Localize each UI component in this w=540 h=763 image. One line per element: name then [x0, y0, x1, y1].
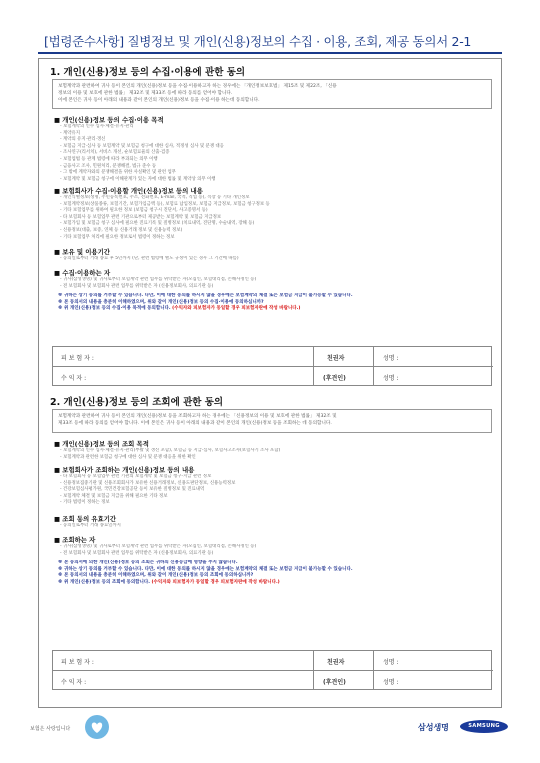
section1-collect-list: [60, 195, 496, 241]
section2-purpose-heading: ■ 개인(신용)정보 등의 조회 목적: [54, 439, 149, 448]
section2-period-heading: ■ 조회 동의 유효기간: [54, 514, 116, 523]
notice-line: ※ 위 개인(신용)정보 등의 수집·이용 목적에 동의합니다. (수익자와 피보험자가 동일할 경우 피보험자란에 작성 바랍니다.): [58, 306, 301, 312]
beneficiary-label: 수 익 자 :: [61, 679, 87, 686]
notice-line: ※ 본 동의서의 내용을 충분히 이해하였으며, 위와 같이 개인(신용)정보 등의 수집·이용에 동의하십니까?: [58, 299, 264, 305]
notice-line: ※ 귀하는 상기 동의를 거부할 수 있습니다. 다만, 이에 대한 동의를 하시지 않을 경우에는 보험계약의 체결 또는 보험금 지급이 불가능할 수 있습니다.: [58, 293, 353, 298]
list-item: - 보험업법 등 관계 법령에 따라 부과되는 의무 이행: [60, 156, 158, 162]
list-item: - 보험가입 및 보험금 청구 심사에 필요한 진료기록 및 질병정보 (치료내역, 진단명, 수술내역, 장해 등): [60, 221, 255, 227]
list-item: - 보험계약의 인수 심사·체결·유지·관리(부활 및 갱신 포함), 보험금 등 지급·심사, 보험사고조사(보험사기 조사 포함): [60, 448, 281, 453]
list-item: - 조사연구(리서치), 서비스 개선, 순보험료율의 산출·검증: [60, 150, 170, 156]
list-item: - 타 보험회사 등 보험업무 관련 기관의 보험계약 및 보험금 청구·지급 관련 정보: [60, 474, 212, 479]
section2-recipient-list: [60, 544, 496, 557]
list-item: - 보험계약 체결 및 보험금 지급을 위해 필요한 기타 정보: [60, 493, 168, 499]
notice-line: ※ 귀하는 상기 동의를 거부할 수 있습니다. 다만, 이에 대한 동의를 하시지 않을 경우에는 보험계약의 체결 또는 보험금 지급이 불가능할 수 있습니다.: [58, 566, 353, 572]
list-item: - 금융사고 조사, 민원처리, 분쟁해결, 법규 준수 등: [60, 163, 157, 169]
document-title: [법령준수사항] 질병정보 및 개인(신용)정보의 수집 · 이용, 조회, 제공 동의서 2-1: [44, 34, 472, 49]
notice-line: ※ 본 동의서에 의한 개인(신용)정보 등의 조회는 귀하의 신용등급에 영향을 주지 않습니다.: [58, 560, 238, 565]
list-item: - 개인식별정보(성명, 주민등록번호, 주소, 전화번호, E-mail, 국적, 직업 등), 직장 등 기타 개인정보: [60, 195, 250, 200]
list-item: - 기타 법령이 정하는 정보: [60, 500, 110, 506]
list-item: - 신용정보집중기관 및 신용조회회사가 보유한 신용거래정보, 신용도판단정보, 신용능력정보: [60, 480, 236, 486]
list-item: - 귀사(삼성생명) 및 귀사로부터 보험계약 관련 업무를 위탁받은 자(모집인, 보험대리점, 손해사정인 등): [60, 277, 257, 282]
notice-line: ※ 위 개인(신용)정보 등의 조회에 동의합니다. (수익자와 피보험자가 동일할 경우 피보험자란에 작성 바랍니다.): [58, 580, 280, 586]
footer-slogan: 보험은 사랑입니다: [30, 726, 71, 732]
title-divider: [38, 52, 502, 54]
list-item: - 전 보험회사 및 보험회사 관련 업무를 위탁받은 자 (신용정보회사, 의료기관 등): [60, 283, 214, 289]
section2-collect-heading: ■ 보험회사가 조회하는 개인(신용)정보 등의 내용: [54, 465, 194, 474]
section2-purpose-list: [60, 448, 496, 461]
guardian-label: 친권자: [327, 355, 345, 362]
list-item: - 보험계약의 인수 심사·체결·유지·관리: [60, 124, 134, 129]
section1-recipient-heading: ■ 수집·이용하는 자: [54, 268, 110, 277]
list-item: - 보험계약 및 보험금 청구에 이해관계가 있는 자에 대한 법률 및 계약상 의무 이행: [60, 176, 216, 182]
list-item: - 건강보험심사평가원, 국민건강보험공단 등이 보유한 질병정보 및 진료내역: [60, 487, 205, 493]
intro-line: 제33조 등에 따라 동의를 얻어야 합니다. 이에 본인은 귀사 등이 아래의 내용과 같이 본인의 개인(신용)정보 등을 조회하는 데 동의합니다.: [58, 421, 332, 426]
insured-label: 피 보 험 자 :: [61, 355, 94, 362]
list-item: - 신용정보(대출, 보증, 연체 등 신용거래 정보 및 신용능력 정보): [60, 227, 183, 233]
guardian-name1[interactable]: 성명 :: [383, 355, 399, 362]
guardian-name1[interactable]: 성명 :: [383, 659, 399, 666]
section2-heading: 2. 개인(신용)정보 등의 조회에 관한 동의: [50, 397, 224, 408]
section1-collect-heading: ■ 보험회사가 수집·이용할 개인(신용)정보 등의 내용: [54, 186, 203, 195]
section1-period-heading: ■ 보유 및 이용기간: [54, 247, 110, 256]
section2-intro: [52, 409, 492, 433]
guardian-sub-label: (후견인): [323, 375, 346, 382]
intro-line: 정보의 이용 및 보호에 관한 법률」 제32조 및 제33조 등에 따라 동의를 얻어야 합니다.: [58, 91, 233, 96]
section2-collect-list: [60, 474, 496, 507]
intro-line: 보험계약과 관련하여 귀사 등이 본인의 개인(신용)정보 등을 조회하고자 하는 경우에는 「신용정보의 이용 및 보호에 관한 법률」 제32조 및: [58, 414, 337, 419]
guardian-label: 친권자: [327, 659, 345, 666]
section2-signature-table: [52, 650, 492, 690]
section1-purpose-list: [60, 124, 496, 183]
guardian-name2[interactable]: 성명 :: [383, 375, 399, 382]
section2-period-text: - 동의일로부터 거래 종료일까지: [60, 523, 121, 528]
section1-signature-table: [52, 346, 492, 386]
beneficiary-label: 수 익 자 :: [61, 375, 87, 382]
section1-notices: [58, 293, 494, 313]
list-item: - 보험금 지급·심사 등 보험계약 및 보험금 청구에 대한 심사, 적정성 심사 및 분쟁 대응: [60, 143, 224, 149]
list-item: - 귀사(삼성생명) 및 귀사로부터 보험계약 관련 업무를 위탁받은 자(모집인, 보험대리점, 손해사정인 등): [60, 544, 257, 549]
section1-intro: [52, 79, 492, 109]
list-item: - 기타 보험업무 처리에 필요한 정보로서 법령이 정하는 정보: [60, 234, 175, 240]
section1-recipient-list: [60, 277, 496, 290]
section1-period-text: - 동의일로부터 거래 종료 후 5년까지 (단, 관련 법령에 별도 규정이 있는 경우 그 기간에 따름): [60, 256, 239, 261]
insured-label: 피 보 험 자 :: [61, 659, 94, 666]
list-item: - 전 보험회사 및 보험회사 관련 업무를 위탁받은 자 (신용정보회사, 의료기관 등): [60, 550, 214, 556]
section2-recipient-heading: ■ 조회하는 자: [54, 535, 95, 544]
list-item: - 그 밖에 계약자와의 분쟁해결을 위한 사실확인 및 관련 업무: [60, 170, 176, 176]
section1-heading: 1. 개인(신용)정보 등의 수집·이용에 관한 동의: [50, 67, 246, 78]
section2-notices: [58, 560, 494, 587]
list-item: - 타 보험회사 등 보험업무 관련 기관으로부터 제공받는 보험계약 및 보험금 지급정보: [60, 214, 222, 220]
notice-line: ※ 본 동의서의 내용을 충분히 이해하였으며, 위와 같이 개인(신용)정보 등의 조회에 동의하십니까?: [58, 573, 254, 579]
list-item: - 보험계약정보(상품종류, 보험기간, 보험가입금액 등), 보험료 납입정보, 보험금 지급정보, 보험금 청구정보 등: [60, 201, 270, 207]
guardian-name2[interactable]: 성명 :: [383, 679, 399, 686]
heart-logo-icon: [84, 714, 110, 740]
section1-purpose-heading: ■ 개인(신용)정보 등의 수집·이용 목적: [54, 115, 164, 124]
intro-line: 이에 본인은 귀사 등이 아래의 내용과 같이 본인의 개인(신용)정보 등을 수집·이용 하는데 동의합니다.: [58, 98, 260, 103]
list-item: - 계약의 유지·관리·갱신: [60, 137, 106, 143]
list-item: - 보험계약과 관련한 보험금 청구에 대한 심사 및 분쟁 대응을 위한 확인: [60, 454, 196, 460]
guardian-sub-label: (후견인): [323, 679, 346, 686]
brand-logo-text: 삼성생명: [418, 723, 449, 732]
intro-line: 보험계약과 관련하여 귀사 등이 본인의 개인(신용)정보 등을 수집·이용하고자 하는 경우에는 「개인정보보호법」 제15조 및 제22조, 「신용: [58, 84, 337, 89]
list-item: - 계약유지: [60, 130, 80, 136]
samsung-logo: SAMSUNG: [460, 720, 508, 733]
list-item: - 기타 보험업무를 위하여 필요한 정보 (보험금 청구시 진단서, 사고증명서 등): [60, 208, 208, 214]
